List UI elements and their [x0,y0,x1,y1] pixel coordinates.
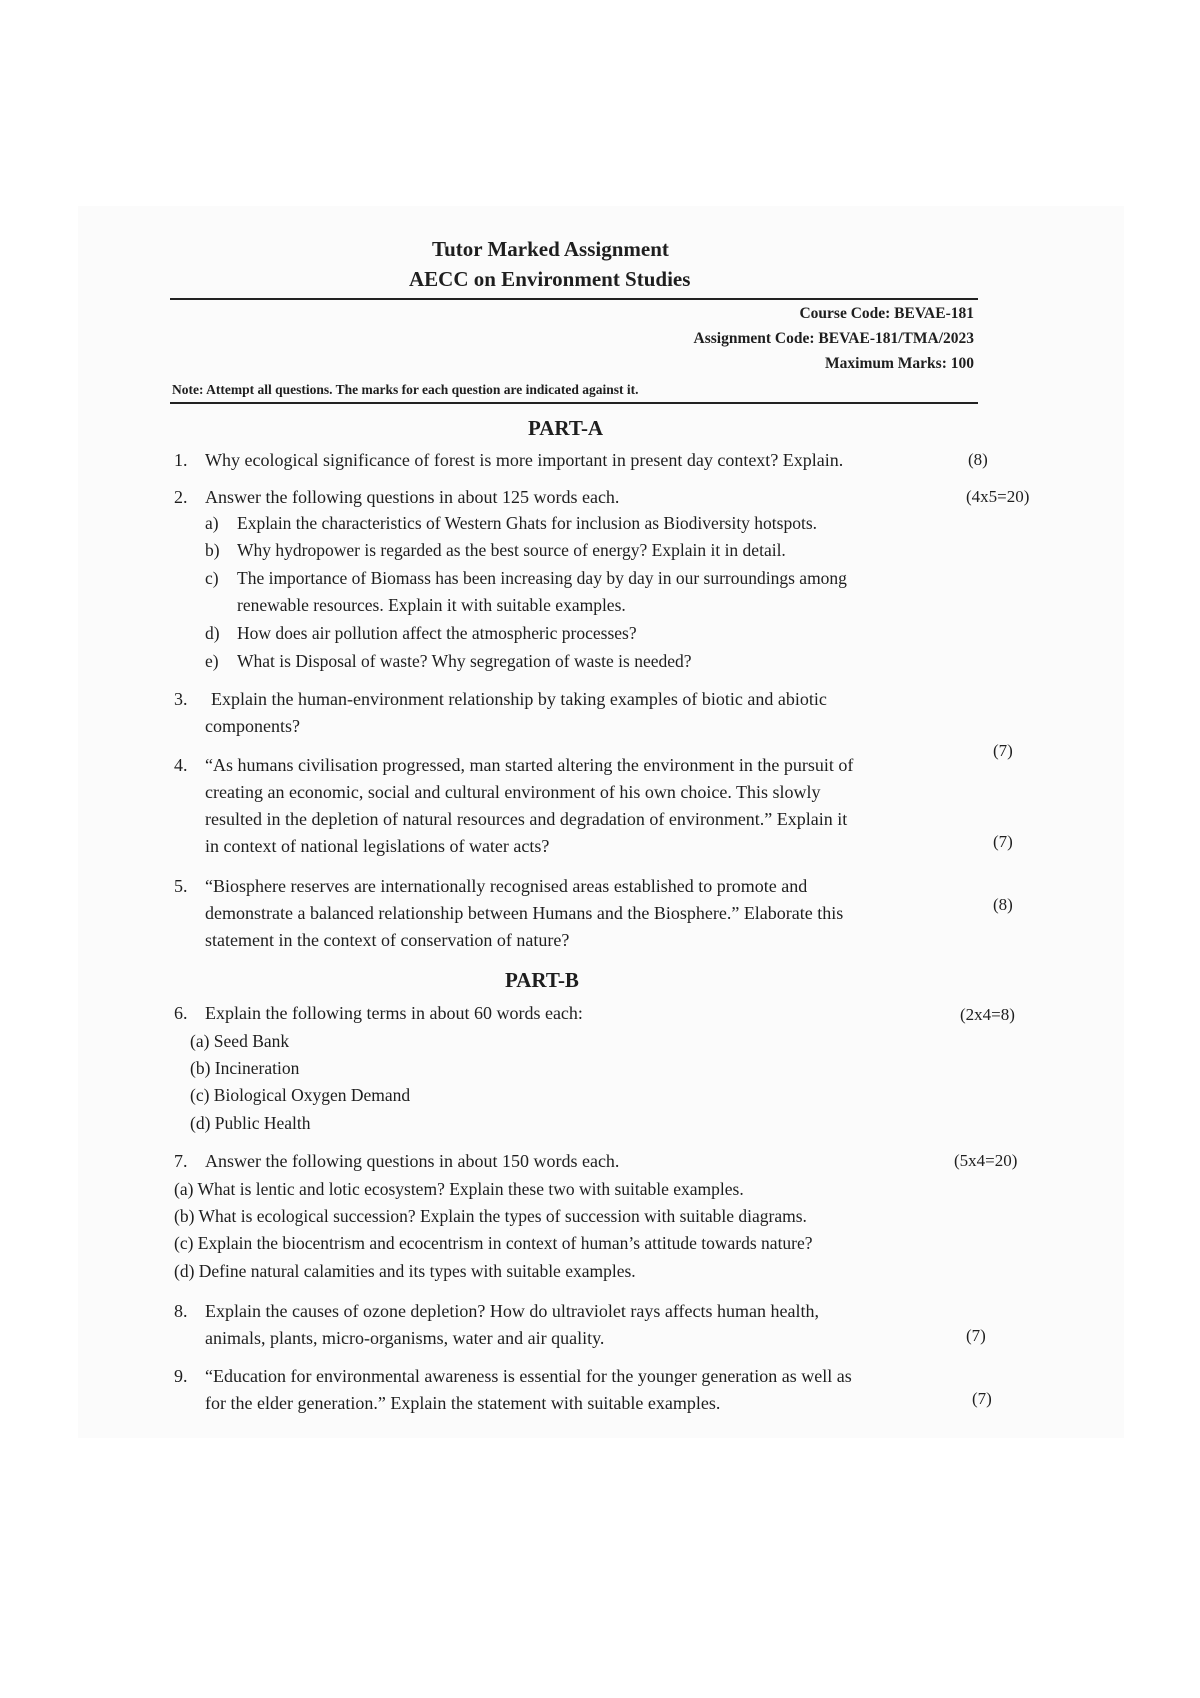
q7b-item: (b) What is ecological succession? Explain the types of succession with suitable diagrams. [174,1206,807,1226]
q4-text-line1: “As humans civilisation progressed, man started altering the environment in the pursuit of [205,755,854,775]
q8-text-line1: Explain the causes of ozone depletion? How do ultraviolet rays affects human health, [205,1301,819,1321]
q2-text: Answer the following questions in about 125 words each. [205,487,620,507]
q6-text: Explain the following terms in about 60 words each: [205,1003,583,1023]
q5-marks: (8) [993,895,1013,914]
header-top-rule [170,298,978,300]
q5-number: 5. [174,876,188,896]
q1-marks: (8) [968,450,988,469]
assignment-code: Assignment Code: BEVAE-181/TMA/2023 [693,330,974,347]
q7d-item: (d) Define natural calamities and its types with suitable examples. [174,1261,636,1281]
q6d-item: (d) Public Health [190,1113,311,1133]
q1-text: Why ecological significance of forest is more important in present day context? Explain. [205,450,844,470]
q6-marks: (2x4=8) [960,1005,1015,1024]
q8-number: 8. [174,1301,188,1321]
q5-text-line1: “Biosphere reserves are internationally recognised areas established to promote and [205,876,808,896]
q4-text-line3: resulted in the depletion of natural resources and degradation of environment.” Explain it [205,809,848,829]
q2d-text: How does air pollution affect the atmospheric processes? [237,623,637,643]
q9-text-line2: for the elder generation.” Explain the statement with suitable examples. [205,1393,721,1413]
q1-number: 1. [174,450,188,470]
q4-text-line2: creating an economic, social and cultural environment of his own choice. This slowly [205,782,821,802]
q6a-item: (a) Seed Bank [190,1031,290,1051]
q2e-label: e) [205,651,219,671]
q7-marks: (5x4=20) [954,1151,1018,1170]
q8-marks: (7) [966,1326,986,1345]
q6c-item: (c) Biological Oxygen Demand [190,1085,411,1105]
part-b-heading: PART-B [505,968,579,992]
q4-text-line4: in context of national legislations of water acts? [205,836,550,856]
q3-text-line1: Explain the human-environment relationship by taking examples of biotic and abiotic [211,689,827,709]
course-code: Course Code: BEVAE-181 [799,305,974,322]
instructions-note: Note: Attempt all questions. The marks for each question are indicated against it. [172,382,639,397]
assignment-title: Tutor Marked Assignment [432,237,669,261]
course-title: AECC on Environment Studies [409,267,691,291]
q7c-item: (c) Explain the biocentrism and ecocentrism in context of human’s attitude towards nature? [174,1233,813,1253]
q2-marks: (4x5=20) [966,487,1030,506]
q2b-text: Why hydropower is regarded as the best source of energy? Explain it in detail. [237,540,786,560]
q2b-label: b) [205,540,220,560]
q2d-label: d) [205,623,220,643]
q7a-item: (a) What is lentic and lotic ecosystem? Explain these two with suitable examples. [174,1179,744,1199]
q4-number: 4. [174,755,188,775]
q2-number: 2. [174,487,188,507]
q8-text-line2: animals, plants, micro-organisms, water and air quality. [205,1328,605,1348]
q3-text-line2: components? [205,716,300,736]
q9-number: 9. [174,1366,188,1386]
header-bottom-rule [170,402,978,404]
q7-number: 7. [174,1151,188,1171]
q2c-label: c) [205,568,219,588]
q9-text-line1: “Education for environmental awareness is essential for the younger generation as well as [205,1366,852,1386]
q7-text: Answer the following questions in about 150 words each. [205,1151,620,1171]
q2a-text: Explain the characteristics of Western Ghats for inclusion as Biodiversity hotspots. [237,513,818,533]
q5-text-line3: statement in the context of conservation of nature? [205,930,570,950]
q5-text-line2: demonstrate a balanced relationship between Humans and the Biosphere.” Elaborate this [205,903,844,923]
maximum-marks: Maximum Marks: 100 [825,355,974,372]
q2c-text-line1: The importance of Biomass has been increasing day by day in our surroundings among [237,568,847,588]
q3-marks: (7) [993,741,1013,760]
q2a-label: a) [205,513,219,533]
q6-number: 6. [174,1003,188,1023]
q2c-text-line2: renewable resources. Explain it with suitable examples. [237,595,626,615]
q2e-text: What is Disposal of waste? Why segregation of waste is needed? [237,651,692,671]
q9-marks: (7) [972,1389,992,1408]
q3-number: 3. [174,689,188,709]
part-a-heading: PART-A [528,416,604,440]
q4-marks: (7) [993,832,1013,851]
q6b-item: (b) Incineration [190,1058,300,1078]
